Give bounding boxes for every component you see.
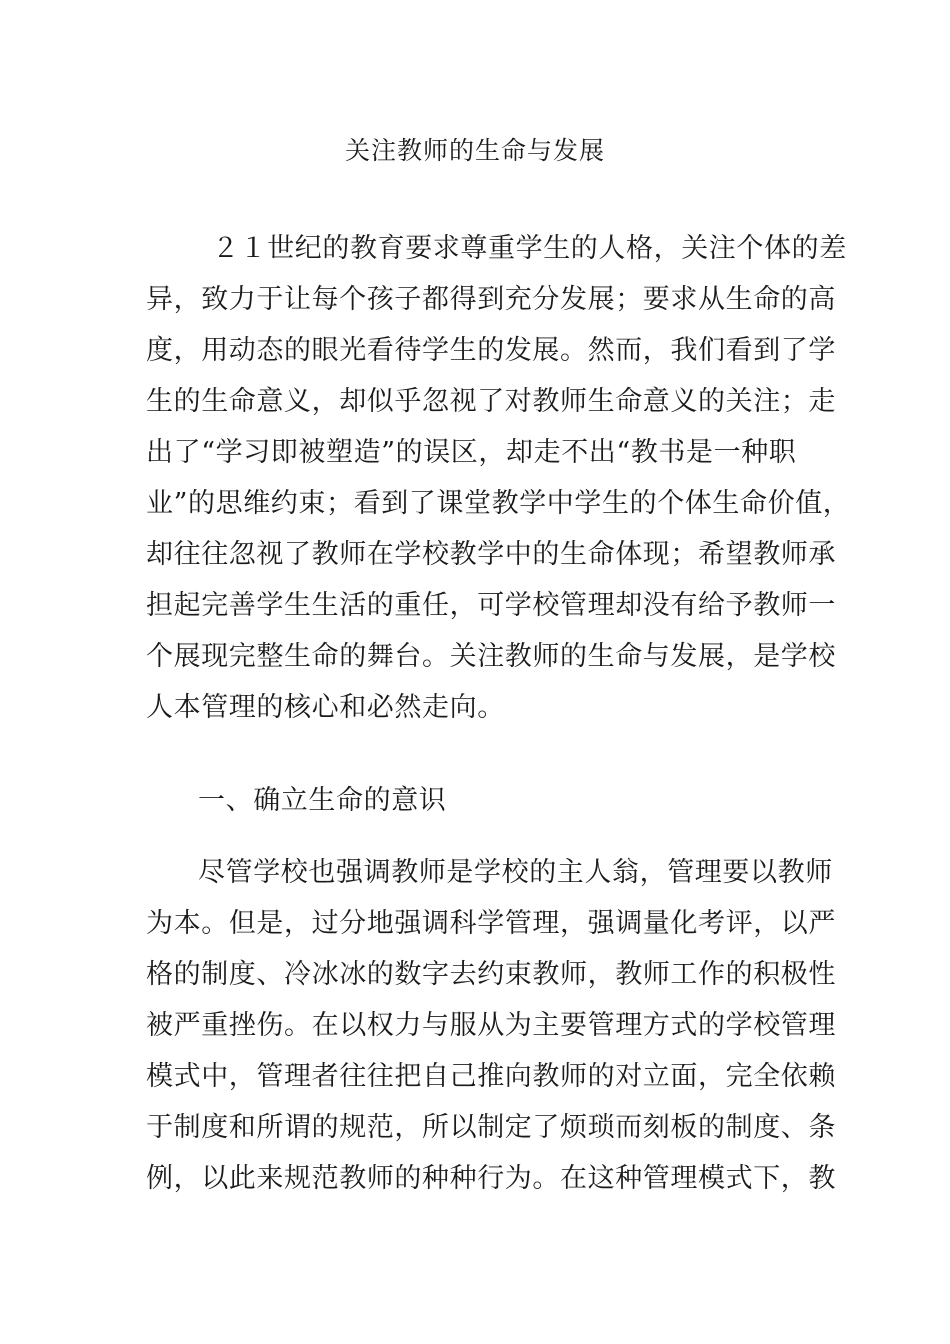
page-title: 关注教师的生命与发展: [344, 136, 605, 165]
paragraph-line: ２１世纪的教育要求尊重学生的人格，关注个体的差: [212, 233, 847, 264]
paragraph-line: 担起完善学生生活的重任，可学校管理却没有给予教师一: [146, 590, 836, 621]
paragraph-line: 出了“学习即被塑造”的误区，却走不出“教书是一种职: [146, 437, 797, 468]
paragraph-line: 度，用动态的眼光看待学生的发展。然而，我们看到了学: [146, 335, 836, 366]
paragraph-line: 业”的思维约束；看到了课堂教学中学生的个体生命价值，: [146, 488, 851, 519]
paragraph-line: 于制度和所谓的规范，所以制定了烦琐而刻板的制度、条: [146, 1112, 836, 1143]
paragraph-line: 被严重挫伤。在以权力与服从为主要管理方式的学校管理: [146, 1010, 836, 1041]
paragraph-line: 格的制度、冷冰冰的数字去约束教师，教师工作的积极性: [146, 959, 836, 990]
paragraph-line: 例，以此来规范教师的种种行为。在这种管理模式下，教: [146, 1163, 836, 1194]
paragraph-line: 异，致力于让每个孩子都得到充分发展；要求从生命的高: [146, 284, 836, 315]
paragraph-line: 人本管理的核心和必然走向。: [146, 692, 505, 723]
paragraph-line: 却往往忽视了教师在学校教学中的生命体现；希望教师承: [146, 539, 836, 570]
paragraph-line: 尽管学校也强调教师是学校的主人翁，管理要以教师: [198, 857, 833, 888]
paragraph-line: 为本。但是，过分地强调科学管理，强调量化考评，以严: [146, 908, 836, 939]
paragraph-line: 个展现完整生命的舞台。关注教师的生命与发展，是学校: [146, 641, 836, 672]
paragraph-line: 生的生命意义，却似乎忽视了对教师生命意义的关注；走: [146, 386, 836, 417]
section-heading: 一、确立生命的意识: [198, 785, 447, 816]
paragraph-line: 模式中，管理者往往把自己推向教师的对立面，完全依赖: [146, 1061, 836, 1092]
